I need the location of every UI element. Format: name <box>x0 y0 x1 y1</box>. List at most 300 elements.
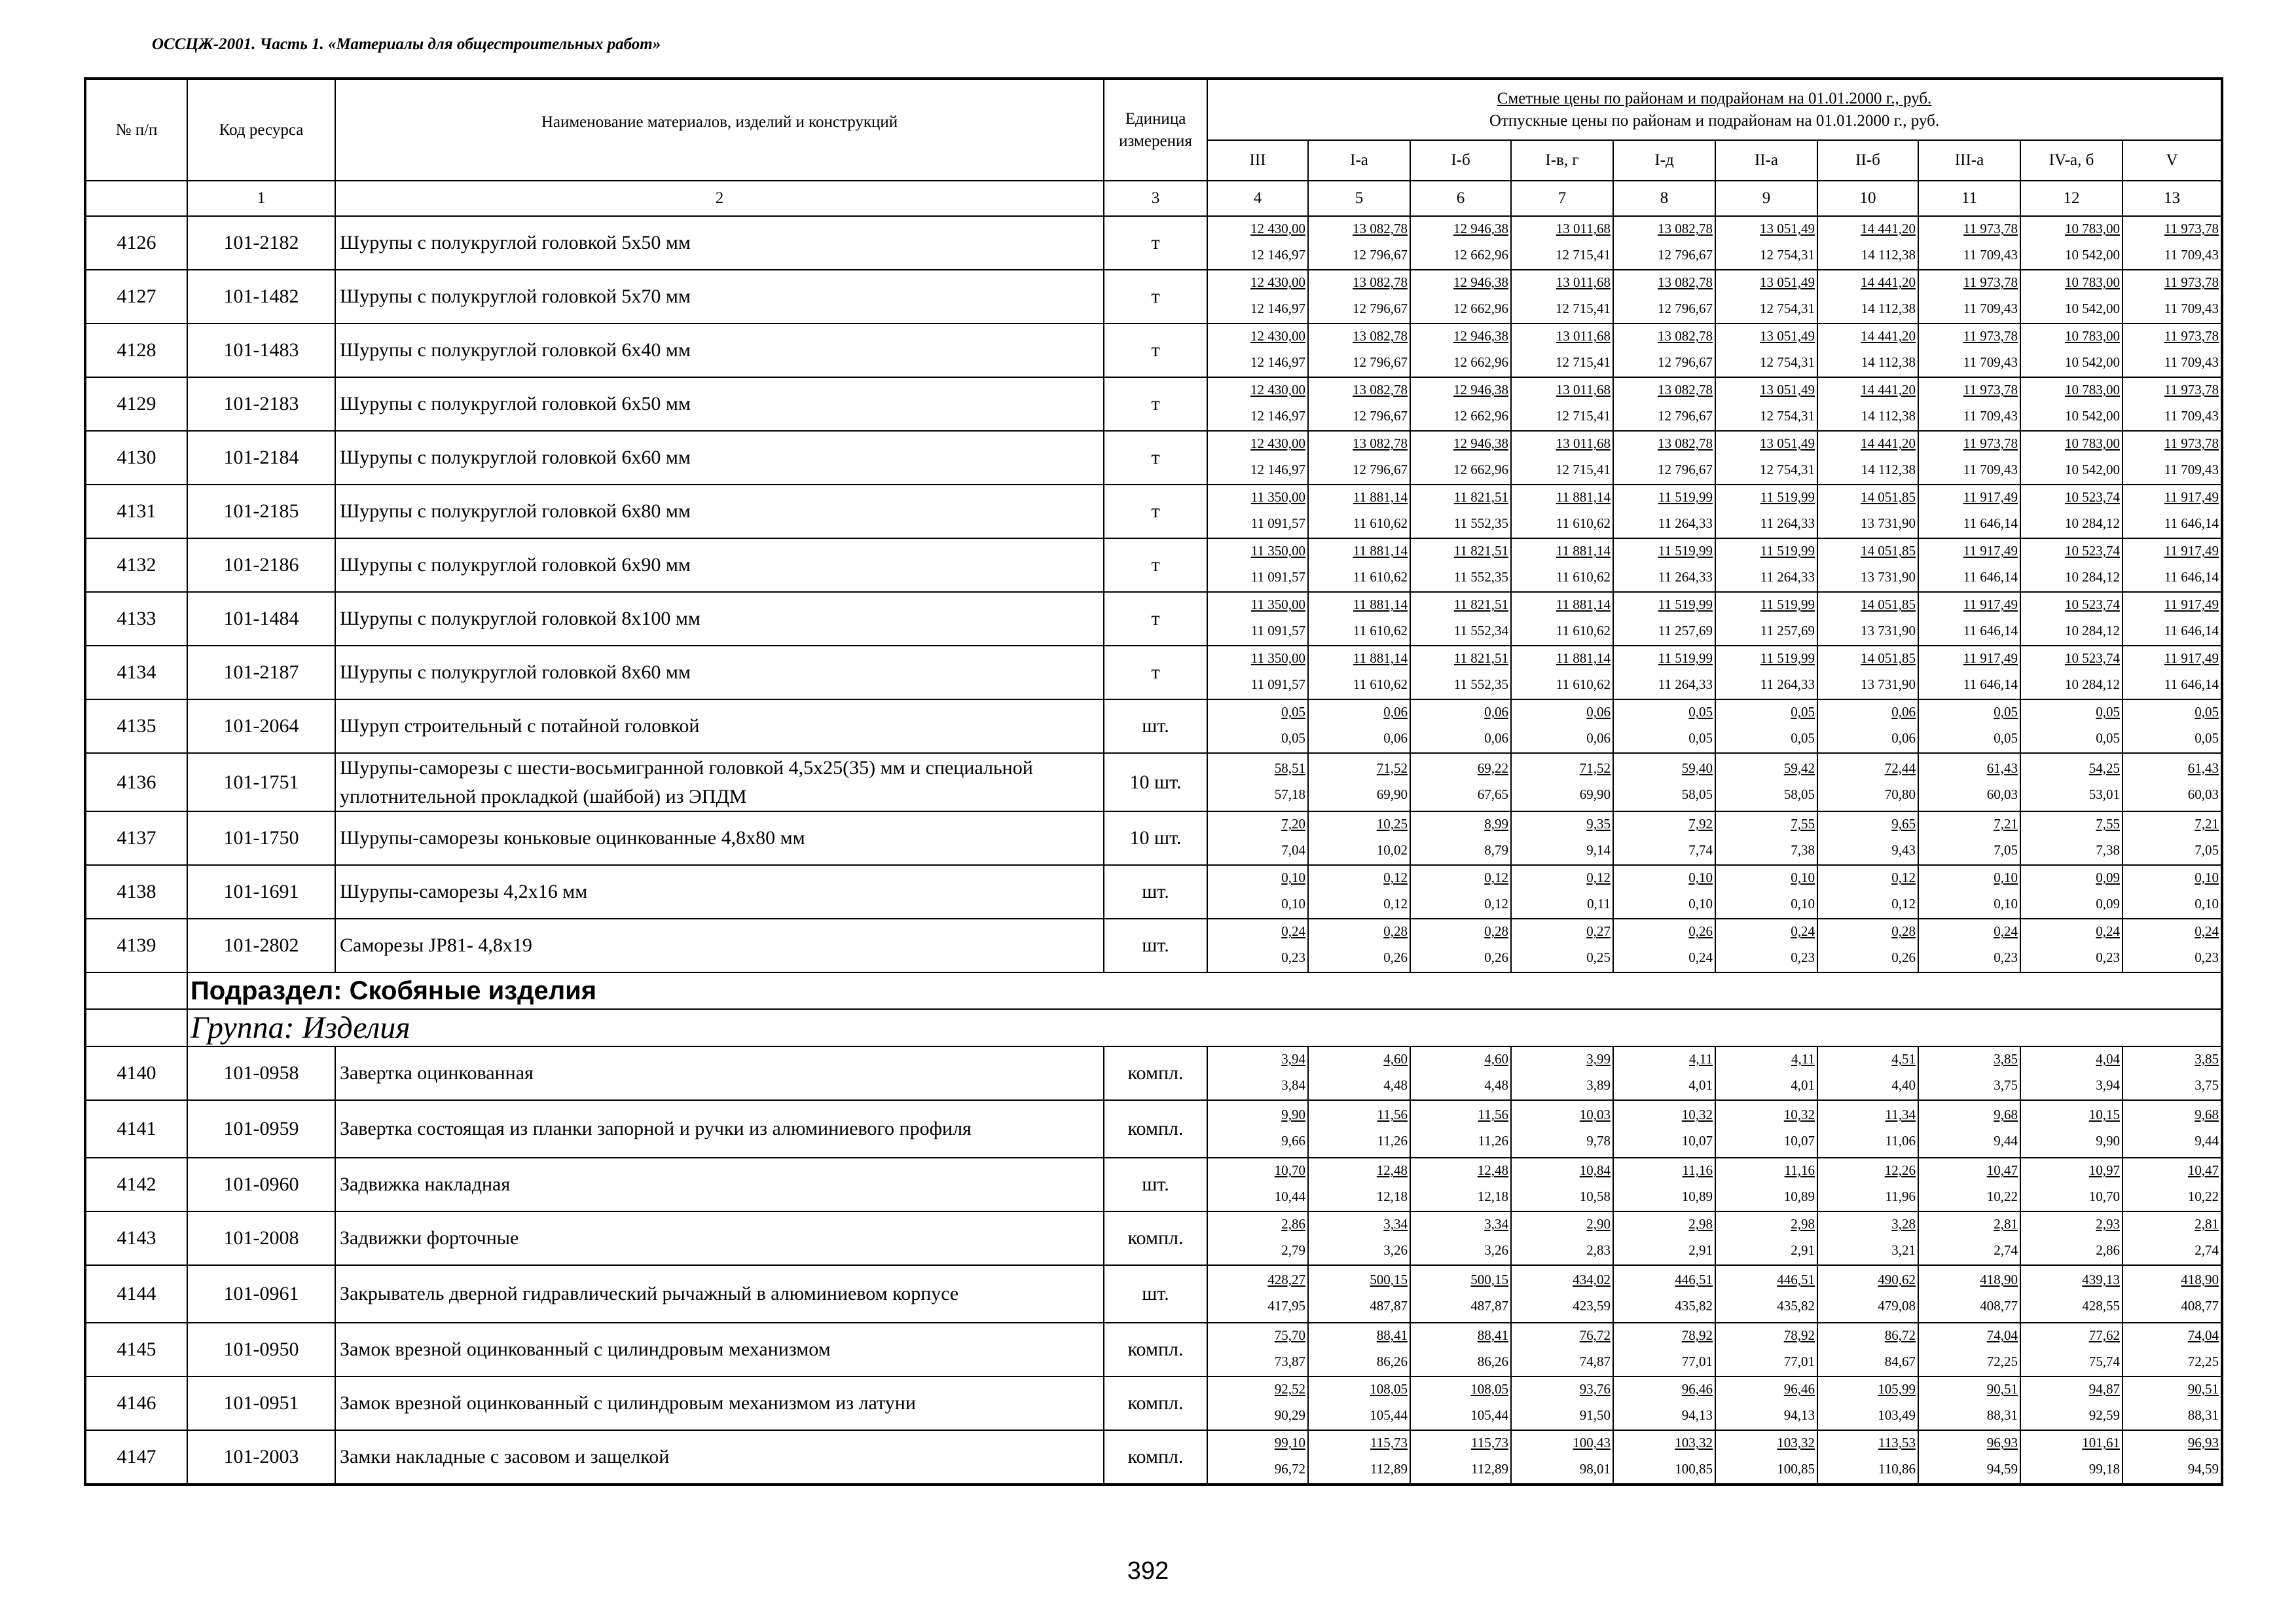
release-price: 9,78 <box>1586 1133 1611 1149</box>
price-cell <box>1918 377 2020 431</box>
release-price: 7,05 <box>1994 842 2018 858</box>
estimate-price: 2,81 <box>2195 1216 2219 1232</box>
row-number: 4140 <box>85 1046 187 1100</box>
material-name: Завертка состоящая из планки запорной и ручки из алюминиевого профиля <box>335 1100 1104 1158</box>
header-region: IV-а, б <box>2020 140 2123 181</box>
price-cell <box>1817 1046 1918 1100</box>
release-price: 7,38 <box>2096 842 2120 858</box>
header-region: V <box>2123 140 2222 181</box>
price-cell <box>1918 216 2020 270</box>
estimate-price: 0,28 <box>1383 923 1408 939</box>
release-price: 0,23 <box>1791 950 1815 965</box>
release-price: 11 610,62 <box>1353 623 1408 638</box>
price-cell <box>1308 1323 1410 1376</box>
table-row <box>85 753 2222 811</box>
estimate-price: 0,24 <box>2096 923 2120 939</box>
header-region: I-б <box>1410 140 1511 181</box>
price-cell <box>1613 431 1715 485</box>
release-price: 4,48 <box>1484 1077 1508 1093</box>
unit-of-measure: т <box>1104 216 1207 270</box>
price-cell <box>1613 538 1715 592</box>
row-number: 4136 <box>85 753 187 811</box>
release-price: 11 264,33 <box>1658 515 1713 531</box>
release-price: 69,90 <box>1579 786 1611 802</box>
price-cell <box>1207 323 1308 377</box>
price-cell <box>1511 1100 1613 1158</box>
release-price: 11 552,34 <box>1453 623 1508 638</box>
release-price: 10,89 <box>1783 1189 1815 1204</box>
release-price: 94,59 <box>2187 1461 2219 1477</box>
estimate-price: 13 082,78 <box>1353 274 1408 290</box>
release-price: 3,75 <box>2195 1077 2219 1093</box>
release-price: 2,74 <box>1994 1242 2018 1258</box>
price-cell <box>2123 323 2222 377</box>
price-cell <box>1918 485 2020 538</box>
release-price: 60,03 <box>1986 786 2018 802</box>
price-cell <box>2020 323 2123 377</box>
price-cell <box>1817 1376 1918 1430</box>
release-price: 12,18 <box>1376 1189 1408 1204</box>
estimate-price: 11 519,99 <box>1760 489 1815 505</box>
table-row <box>85 919 2222 972</box>
price-cell <box>1207 699 1308 753</box>
header-prices <box>1207 79 2222 140</box>
release-price: 12 796,67 <box>1353 301 1408 316</box>
price-cell <box>1715 216 1817 270</box>
release-price: 94,13 <box>1681 1407 1713 1423</box>
release-price: 9,43 <box>1891 842 1916 858</box>
price-cell <box>1410 1211 1511 1265</box>
price-cell <box>1511 1265 1613 1323</box>
estimate-price: 10 783,00 <box>2065 328 2120 344</box>
release-price: 10,70 <box>2088 1189 2120 1204</box>
estimate-price: 0,06 <box>1586 704 1611 720</box>
release-price: 12 754,31 <box>1760 354 1815 370</box>
price-cell <box>2020 592 2123 646</box>
estimate-price: 78,92 <box>1681 1327 1713 1343</box>
release-price: 12 715,41 <box>1556 462 1611 477</box>
release-price: 11 709,43 <box>1963 354 2018 370</box>
estimate-price: 13 051,49 <box>1760 435 1815 451</box>
row-number: 4145 <box>85 1323 187 1376</box>
estimate-price: 3,85 <box>1994 1051 2018 1067</box>
estimate-price: 0,05 <box>1791 704 1815 720</box>
price-cell <box>1715 538 1817 592</box>
release-price: 2,91 <box>1791 1242 1815 1258</box>
release-price: 11 646,14 <box>1963 676 2018 692</box>
release-price: 0,05 <box>2195 730 2219 746</box>
estimate-price: 0,28 <box>1484 923 1508 939</box>
estimate-price: 61,43 <box>2187 760 2219 776</box>
estimate-price: 9,68 <box>2195 1107 2219 1122</box>
release-price: 100,85 <box>1675 1461 1713 1477</box>
release-price: 0,05 <box>1688 730 1713 746</box>
material-name: Шурупы-саморезы с шести-восьмигранной головкой 4,5x25(35) мм и специальной уплотнительной прокладкой (шайбой) из ЭПДМ <box>335 753 1104 811</box>
table-row <box>85 811 2222 865</box>
release-price: 12 715,41 <box>1556 354 1611 370</box>
release-price: 0,10 <box>2195 896 2219 912</box>
price-cell <box>1918 1158 2020 1211</box>
release-price: 11 610,62 <box>1353 569 1408 585</box>
price-cell <box>1817 485 1918 538</box>
price-cell <box>1410 1323 1511 1376</box>
subsection-row <box>85 972 2222 1009</box>
price-cell <box>1308 431 1410 485</box>
header-name: Наименование материалов, изделий и конструкций <box>335 79 1104 181</box>
price-cell <box>1715 485 1817 538</box>
release-price: 10 284,12 <box>2065 515 2120 531</box>
estimate-price: 71,52 <box>1376 760 1408 776</box>
estimate-price: 11 973,78 <box>2164 274 2219 290</box>
release-price: 487,87 <box>1470 1298 1508 1314</box>
unit-of-measure: т <box>1104 592 1207 646</box>
release-price: 10,07 <box>1783 1133 1815 1149</box>
price-cell <box>1715 1046 1817 1100</box>
row-number: 4137 <box>85 811 187 865</box>
column-number: 5 <box>1308 181 1410 216</box>
estimate-price: 0,24 <box>1281 923 1305 939</box>
document-header-title: ОССЦЖ-2001. Часть 1. «Материалы для общестроительных работ» <box>152 35 661 53</box>
release-price: 13 731,90 <box>1861 569 1916 585</box>
estimate-price: 58,51 <box>1274 760 1305 776</box>
price-cell <box>1308 699 1410 753</box>
estimate-price: 77,62 <box>2088 1327 2120 1343</box>
estimate-price: 11 881,14 <box>1556 597 1611 612</box>
price-cell <box>2123 1323 2222 1376</box>
price-cell <box>1918 919 2020 972</box>
release-price: 86,26 <box>1376 1354 1408 1369</box>
resource-code: 101-2185 <box>187 485 335 538</box>
estimate-price: 11 881,14 <box>1556 543 1611 559</box>
price-cell <box>1207 1158 1308 1211</box>
estimate-price: 7,55 <box>2096 816 2120 832</box>
estimate-price: 0,12 <box>1383 870 1408 885</box>
price-cell <box>1308 377 1410 431</box>
price-cell <box>1613 216 1715 270</box>
price-cell <box>1613 1265 1715 1323</box>
price-cell <box>2020 865 2123 919</box>
estimate-price: 11,56 <box>1478 1107 1508 1122</box>
estimate-price: 11,56 <box>1377 1107 1408 1122</box>
release-price: 10,22 <box>2187 1189 2219 1204</box>
material-name: Шуруп строительный с потайной головкой <box>335 699 1104 753</box>
price-cell <box>1410 270 1511 323</box>
estimate-price: 9,90 <box>1281 1107 1305 1122</box>
price-cell <box>2123 485 2222 538</box>
price-cell <box>2123 538 2222 592</box>
estimate-price: 0,10 <box>1994 870 2018 885</box>
estimate-price: 2,98 <box>1791 1216 1815 1232</box>
release-price: 98,01 <box>1579 1461 1611 1477</box>
resource-code: 101-0950 <box>187 1323 335 1376</box>
price-cell <box>2123 1158 2222 1211</box>
estimate-price: 14 051,85 <box>1861 489 1916 505</box>
row-number: 4142 <box>85 1158 187 1211</box>
release-price: 12 754,31 <box>1760 408 1815 424</box>
price-cell <box>2123 1046 2222 1100</box>
estimate-price: 115,73 <box>1471 1435 1508 1450</box>
estimate-price: 78,92 <box>1783 1327 1815 1343</box>
estimate-price: 103,32 <box>1675 1435 1713 1450</box>
column-number: 10 <box>1817 181 1918 216</box>
price-cell <box>1207 1265 1308 1323</box>
release-price: 75,74 <box>2088 1354 2120 1369</box>
release-price: 11 610,62 <box>1353 515 1408 531</box>
estimate-price: 13 011,68 <box>1556 274 1611 290</box>
release-price: 11,26 <box>1478 1133 1508 1149</box>
price-table <box>84 77 2223 1486</box>
estimate-price: 10 783,00 <box>2065 435 2120 451</box>
release-price: 72,25 <box>1986 1354 2018 1369</box>
release-price: 0,23 <box>2195 950 2219 965</box>
release-price: 112,89 <box>1370 1461 1408 1477</box>
price-cell <box>1410 811 1511 865</box>
release-price: 10 542,00 <box>2065 247 2120 263</box>
release-price: 11 646,14 <box>2164 623 2219 638</box>
release-price: 2,86 <box>2096 1242 2120 1258</box>
price-cell <box>2020 1158 2123 1211</box>
material-name: Закрыватель дверной гидравлический рычажный в алюминиевом корпусе <box>335 1265 1104 1323</box>
price-cell <box>1918 753 2020 811</box>
table-row <box>85 538 2222 592</box>
estimate-price: 11,34 <box>1885 1107 1916 1122</box>
price-cell <box>1817 753 1918 811</box>
estimate-price: 446,51 <box>1777 1272 1815 1287</box>
header-prices-release: Отпускные цены по районам и подрайонам на 01.01.2000 г., руб. <box>1489 111 1940 130</box>
estimate-price: 13 082,78 <box>1658 435 1713 451</box>
estimate-price: 0,26 <box>1688 923 1713 939</box>
estimate-price: 490,62 <box>1878 1272 1916 1287</box>
release-price: 90,29 <box>1274 1407 1305 1423</box>
estimate-price: 11 881,14 <box>1353 597 1408 612</box>
price-cell <box>1207 216 1308 270</box>
table-row <box>85 1046 2222 1100</box>
release-price: 11,26 <box>1377 1133 1408 1149</box>
resource-code: 101-0958 <box>187 1046 335 1100</box>
estimate-price: 96,93 <box>2187 1435 2219 1450</box>
material-name: Шурупы с полукруглой головкой 8x60 мм <box>335 646 1104 699</box>
estimate-price: 11 519,99 <box>1760 597 1815 612</box>
price-cell <box>2020 1376 2123 1430</box>
resource-code: 101-2184 <box>187 431 335 485</box>
release-price: 11 709,43 <box>2164 408 2219 424</box>
subsection-blank <box>85 972 187 1009</box>
price-cell <box>2123 919 2222 972</box>
release-price: 11 709,43 <box>1963 462 2018 477</box>
estimate-price: 12,48 <box>1477 1162 1508 1178</box>
price-cell <box>2123 216 2222 270</box>
estimate-price: 96,46 <box>1783 1381 1815 1397</box>
price-cell <box>1410 865 1511 919</box>
estimate-price: 14 051,85 <box>1861 650 1916 666</box>
price-cell <box>1207 377 1308 431</box>
price-cell <box>1511 323 1613 377</box>
estimate-price: 13 051,49 <box>1760 382 1815 397</box>
release-price: 10 284,12 <box>2065 623 2120 638</box>
column-number: 7 <box>1511 181 1613 216</box>
price-cell <box>1918 1430 2020 1485</box>
release-price: 12 796,67 <box>1658 301 1713 316</box>
release-price: 435,82 <box>1675 1298 1713 1314</box>
release-price: 0,05 <box>2096 730 2120 746</box>
estimate-price: 13 011,68 <box>1556 382 1611 397</box>
release-price: 11,96 <box>1885 1189 1916 1204</box>
price-cell <box>1410 1046 1511 1100</box>
price-cell <box>1410 1158 1511 1211</box>
group-blank <box>85 1009 187 1046</box>
release-price: 88,31 <box>2187 1407 2219 1423</box>
estimate-price: 0,10 <box>1791 870 1815 885</box>
price-cell <box>1715 1323 1817 1376</box>
price-cell <box>1207 865 1308 919</box>
estimate-price: 11 973,78 <box>1963 221 2018 236</box>
price-cell <box>2020 377 2123 431</box>
release-price: 2,91 <box>1688 1242 1713 1258</box>
estimate-price: 2,93 <box>2096 1216 2120 1232</box>
release-price: 12 796,67 <box>1658 247 1713 263</box>
release-price: 14 112,38 <box>1861 247 1916 263</box>
estimate-price: 11 917,49 <box>1963 650 2018 666</box>
price-cell <box>1308 646 1410 699</box>
release-price: 11 264,33 <box>1760 515 1815 531</box>
price-cell <box>1918 1211 2020 1265</box>
price-cell <box>1511 1323 1613 1376</box>
release-price: 94,13 <box>1783 1407 1815 1423</box>
resource-code: 101-1750 <box>187 811 335 865</box>
price-cell <box>1817 1100 1918 1158</box>
price-cell <box>2123 646 2222 699</box>
price-cell <box>1511 592 1613 646</box>
price-cell <box>2020 699 2123 753</box>
release-price: 0,23 <box>1994 950 2018 965</box>
price-cell <box>1511 865 1613 919</box>
estimate-price: 2,86 <box>1281 1216 1305 1232</box>
release-price: 12 796,67 <box>1353 408 1408 424</box>
table-row <box>85 377 2222 431</box>
estimate-price: 13 051,49 <box>1760 221 1815 236</box>
release-price: 10 542,00 <box>2065 354 2120 370</box>
estimate-price: 14 441,20 <box>1861 382 1916 397</box>
estimate-price: 11 881,14 <box>1556 650 1611 666</box>
estimate-price: 4,51 <box>1891 1051 1916 1067</box>
table-row <box>85 865 2222 919</box>
unit-of-measure: т <box>1104 323 1207 377</box>
release-price: 99,18 <box>2088 1461 2120 1477</box>
unit-of-measure: компл. <box>1104 1046 1207 1100</box>
estimate-price: 90,51 <box>1986 1381 2018 1397</box>
unit-of-measure: шт. <box>1104 919 1207 972</box>
price-cell <box>2123 1211 2222 1265</box>
release-price: 105,44 <box>1370 1407 1408 1423</box>
release-price: 7,38 <box>1791 842 1815 858</box>
column-number: 9 <box>1715 181 1817 216</box>
estimate-price: 10,32 <box>1783 1107 1815 1122</box>
row-number: 4144 <box>85 1265 187 1323</box>
price-cell <box>1308 1430 1410 1485</box>
estimate-price: 11 973,78 <box>2164 221 2219 236</box>
price-cell <box>2123 377 2222 431</box>
price-cell <box>2020 1211 2123 1265</box>
estimate-price: 13 011,68 <box>1556 221 1611 236</box>
price-cell <box>1918 1376 2020 1430</box>
resource-code: 101-1751 <box>187 753 335 811</box>
price-cell <box>1410 753 1511 811</box>
material-name: Задвижка накладная <box>335 1158 1104 1211</box>
price-cell <box>1207 592 1308 646</box>
release-price: 0,09 <box>2096 896 2120 912</box>
estimate-price: 11 917,49 <box>2164 489 2219 505</box>
price-cell <box>1410 699 1511 753</box>
estimate-price: 101,61 <box>2082 1435 2120 1450</box>
price-cell <box>1511 1211 1613 1265</box>
release-price: 13 731,90 <box>1861 515 1916 531</box>
estimate-price: 59,42 <box>1783 760 1815 776</box>
release-price: 408,77 <box>2181 1298 2219 1314</box>
release-price: 12 662,96 <box>1453 247 1508 263</box>
estimate-price: 10 783,00 <box>2065 382 2120 397</box>
estimate-price: 7,21 <box>1994 816 2018 832</box>
release-price: 9,90 <box>2096 1133 2120 1149</box>
price-cell <box>1511 753 1613 811</box>
estimate-price: 7,21 <box>2195 816 2219 832</box>
table-row <box>85 1376 2222 1430</box>
estimate-price: 13 082,78 <box>1353 382 1408 397</box>
price-cell <box>1613 811 1715 865</box>
release-price: 105,44 <box>1470 1407 1508 1423</box>
estimate-price: 11 350,00 <box>1250 597 1305 612</box>
release-price: 9,66 <box>1281 1133 1305 1149</box>
release-price: 0,10 <box>1281 896 1305 912</box>
release-price: 11 091,57 <box>1250 515 1305 531</box>
price-cell <box>1715 431 1817 485</box>
release-price: 72,25 <box>2187 1354 2219 1369</box>
row-number: 4127 <box>85 270 187 323</box>
row-number: 4147 <box>85 1430 187 1485</box>
estimate-price: 12 430,00 <box>1250 435 1305 451</box>
release-price: 11 552,35 <box>1453 569 1508 585</box>
price-cell <box>2123 1430 2222 1485</box>
release-price: 11 646,14 <box>1963 569 2018 585</box>
header-region: III-а <box>1918 140 2020 181</box>
release-price: 423,59 <box>1573 1298 1611 1314</box>
release-price: 7,04 <box>1281 842 1305 858</box>
release-price: 12 662,96 <box>1453 354 1508 370</box>
release-price: 10,02 <box>1376 842 1408 858</box>
estimate-price: 11 519,99 <box>1658 543 1713 559</box>
release-price: 77,01 <box>1783 1354 1815 1369</box>
estimate-price: 12 430,00 <box>1250 274 1305 290</box>
release-price: 11 610,62 <box>1556 515 1611 531</box>
unit-of-measure: 10 шт. <box>1104 811 1207 865</box>
material-name: Шурупы с полукруглой головкой 6x50 мм <box>335 377 1104 431</box>
estimate-price: 93,76 <box>1579 1381 1611 1397</box>
price-cell <box>1511 431 1613 485</box>
estimate-price: 10,15 <box>2088 1107 2120 1122</box>
estimate-price: 11 350,00 <box>1250 650 1305 666</box>
unit-of-measure: шт. <box>1104 1158 1207 1211</box>
price-cell <box>1715 1430 1817 1485</box>
estimate-price: 3,99 <box>1586 1051 1611 1067</box>
price-cell <box>1511 919 1613 972</box>
price-cell <box>2020 270 2123 323</box>
column-number-row <box>85 181 2222 216</box>
price-cell <box>1410 1100 1511 1158</box>
price-cell <box>1918 1323 2020 1376</box>
price-cell <box>1207 270 1308 323</box>
price-cell <box>1715 811 1817 865</box>
resource-code: 101-0951 <box>187 1376 335 1430</box>
release-price: 12 796,67 <box>1353 354 1408 370</box>
